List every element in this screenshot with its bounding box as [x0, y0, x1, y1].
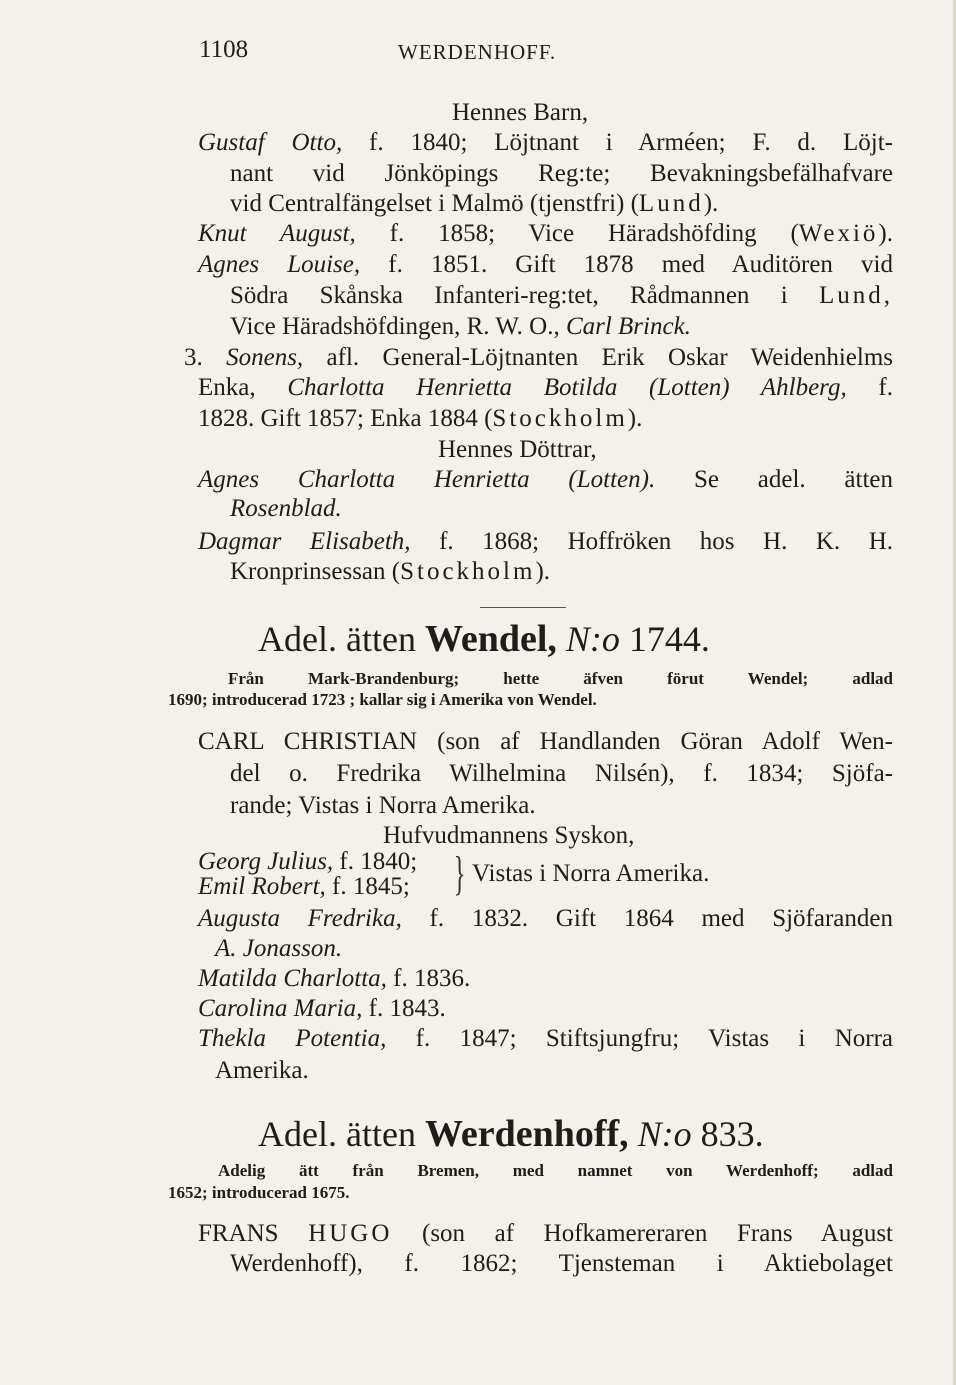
text-segment: 3. — [184, 344, 227, 371]
section-intro — [168, 689, 597, 711]
text-segment: f. 1845; — [325, 873, 410, 900]
text-segment: A. Jonasson. — [215, 935, 343, 962]
text-segment: CARL CHRISTIAN (son af Handlanden Göran Adolf Wen- — [198, 728, 893, 755]
text-segment: Vice Häradshöfdingen, R. W. O., — [230, 313, 566, 340]
text-segment: Stockholm — [492, 405, 628, 432]
text-segment: f. 1840; Löjtnant i Arméen; F. d. Löjt- — [342, 129, 893, 156]
text-segment: Hennes Döttrar, — [438, 436, 597, 463]
text-segment: ). — [627, 405, 643, 432]
text-segment: Emil Robert, — [198, 873, 326, 900]
text-segment: ). — [703, 190, 719, 217]
subheading-hennes-dottrar — [438, 435, 597, 465]
text-segment — [557, 619, 566, 659]
text-segment: Charlotta Henrietta Botilda (Lotten) Ahlberg, — [287, 374, 847, 401]
entry-line — [230, 1249, 893, 1279]
text-segment: Adel. ätten — [258, 619, 425, 659]
text-segment: Gustaf Otto, — [198, 129, 343, 156]
page-number: 1108 — [199, 36, 249, 63]
section-heading-wendel — [258, 617, 710, 661]
text-segment: f. 1843. — [362, 995, 446, 1022]
entry-line — [198, 465, 893, 495]
text-segment: f. 1847; Stiftsjungfru; Vistas i Norra — [386, 1025, 894, 1052]
text-segment: Amerika. — [215, 1057, 309, 1084]
section-divider — [480, 607, 566, 608]
text-segment: ). — [535, 558, 551, 585]
text-segment: 1744. — [619, 619, 710, 659]
text-segment: Lund — [638, 190, 704, 217]
entry-line — [230, 557, 550, 587]
text-segment: Carolina Maria, — [198, 995, 363, 1022]
text-segment: Adel. ätten — [258, 1114, 425, 1154]
text-segment: Werdenhoff, — [424, 1113, 629, 1155]
text-segment: Augusta Fredrika, — [198, 905, 402, 932]
text-segment: 1828. Gift 1857; Enka 1884 ( — [198, 405, 493, 432]
entry-line — [215, 1056, 309, 1086]
text-segment: afl. General-Löjtnanten Erik Oskar Weidenhielms — [303, 344, 894, 371]
text-segment: Från Mark-Brandenburg; hette äfven förut Wendel; adlad — [228, 669, 893, 688]
entry-line — [198, 727, 893, 757]
entry-line — [230, 759, 893, 789]
text-segment: Hennes Barn, — [452, 99, 589, 126]
text-segment: f. 1836. — [386, 965, 471, 992]
text-segment: rande; Vistas i Norra Amerika. — [230, 792, 536, 819]
text-segment: HUGO — [308, 1220, 393, 1247]
entry-line — [215, 934, 342, 964]
text-segment: nant vid Jönköpings Reg:te; Bevakningsbefälhafvare — [230, 160, 893, 187]
text-segment: Carl Brinck. — [565, 313, 691, 340]
text-segment: N:o — [637, 1114, 692, 1154]
text-segment: Thekla Potentia, — [198, 1025, 387, 1052]
entry-line — [198, 128, 893, 158]
text-segment: Matilda Charlotta, — [198, 965, 387, 992]
text-segment: f. 1832. Gift 1864 med Sjöfaranden — [401, 905, 893, 932]
text-segment: (son af Hofkamereraren Frans August — [392, 1220, 893, 1247]
text-segment: 1690; introducerad 1723 ; kallar sig i Amerika von Wendel. — [168, 690, 597, 709]
text-segment: Lund, — [818, 282, 893, 309]
entry-line — [198, 964, 470, 994]
text-segment: Knut August, — [198, 220, 356, 247]
text-segment: Wexiö — [798, 220, 879, 247]
text-segment: Agnes Charlotta Henrietta (Lotten). — [198, 466, 656, 493]
text-segment — [629, 1114, 638, 1154]
text-segment: Hufvudmannens Syskon, — [383, 822, 635, 849]
text-segment: 1652; introducerad 1675. — [168, 1183, 350, 1202]
text-segment: f. — [846, 374, 893, 401]
text-segment: Agnes Louise, — [198, 251, 361, 278]
entry-line — [198, 250, 893, 280]
text-segment: Georg Julius, — [198, 848, 334, 875]
entry-line — [198, 1024, 893, 1054]
text-segment: Dagmar Elisabeth, — [198, 528, 411, 555]
text-segment: f. 1858; Vice Häradshöfding ( — [355, 220, 799, 247]
text-segment: ). — [878, 220, 893, 247]
entry-line — [230, 281, 893, 311]
text-segment: del o. Fredrika Wilhelmina Nilsén), f. 1834; Sjöfa- — [230, 760, 893, 787]
text-segment: Södra Skånska Infanteri-reg:tet, Rådmannen i — [230, 282, 819, 309]
text-segment: N:o — [565, 619, 620, 659]
entry-line — [198, 219, 893, 249]
text-segment: Rosenblad. — [230, 495, 342, 522]
entry-line — [230, 312, 691, 342]
section-heading-werdenhoff — [258, 1112, 764, 1156]
section-intro — [168, 1182, 350, 1204]
entry-line — [198, 373, 893, 403]
text-segment: f. 1868; Hoffröken hos H. K. H. — [410, 528, 893, 555]
entry-line — [184, 343, 893, 373]
entry-line — [198, 404, 642, 434]
entry-line — [230, 791, 536, 821]
text-segment: Se adel. ätten — [655, 466, 893, 493]
subheading-hennes-barn — [452, 98, 588, 128]
subheading-syskon — [383, 821, 634, 851]
text-segment: Vistas i Norra Amerika. — [472, 860, 710, 887]
running-title: WERDENHOFF. — [398, 40, 557, 64]
text-segment: f. 1851. Gift 1878 med Auditören vid — [360, 251, 893, 278]
text-segment: Adelig ätt från Bremen, med namnet von Werdenhoff; adlad — [218, 1161, 893, 1180]
text-segment: 833. — [691, 1114, 764, 1154]
text-segment: vid Centralfängelset i Malmö (tjenstfri) ( — [230, 190, 639, 217]
brace-symbol: } — [453, 847, 466, 900]
text-segment: Enka, — [198, 374, 288, 401]
text-segment: f. 1840; — [333, 848, 418, 875]
text-segment: Stockholm — [400, 558, 536, 585]
entry-line — [230, 159, 893, 189]
text-segment: Werdenhoff), f. 1862; Tjensteman i Aktiebolaget — [230, 1250, 893, 1277]
entry-line — [472, 859, 709, 889]
text-segment: FRANS — [198, 1220, 309, 1247]
entry-line — [198, 527, 893, 557]
text-segment: Kronprinsessan ( — [230, 558, 401, 585]
section-intro — [218, 1160, 893, 1182]
entry-line — [230, 494, 342, 524]
entry-line — [198, 994, 446, 1024]
text-segment: Wendel, — [424, 618, 557, 660]
entry-line — [198, 1219, 893, 1249]
text-segment: Sonens, — [226, 344, 304, 371]
entry-line — [230, 189, 718, 219]
section-intro — [228, 668, 893, 690]
entry-line — [198, 872, 410, 902]
entry-line — [198, 904, 893, 934]
